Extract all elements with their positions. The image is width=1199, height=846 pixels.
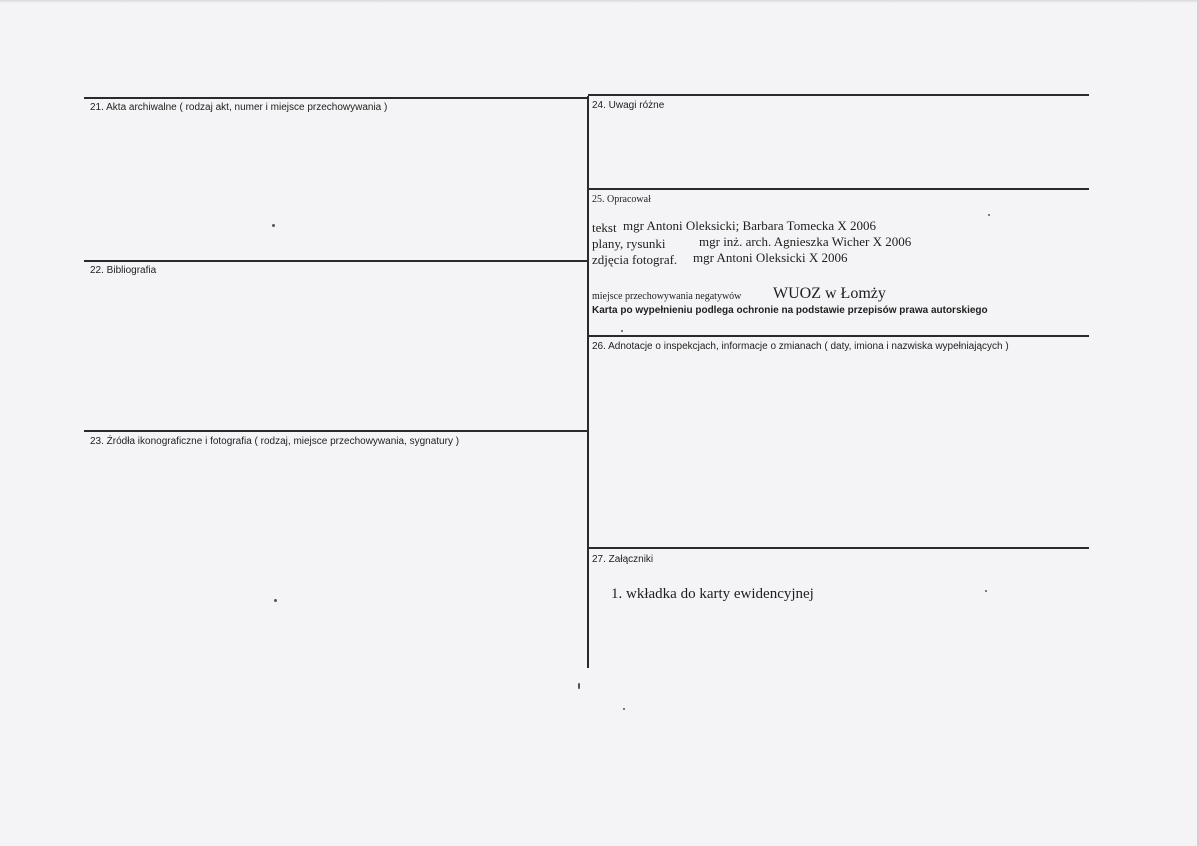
copyright-notice: Karta po wypełnieniu podlega ochronie na podstawie przepisów prawa autorskiego <box>592 305 988 316</box>
tekst-label: tekst <box>592 220 617 235</box>
section-23-label: 23. Źródła ikonograficzne i fotografia ( rodzaj, miejsce przechowywania, sygnatury ) <box>90 436 460 447</box>
rule-26 <box>588 335 1089 337</box>
plany-label: plany, rysunki <box>592 236 666 251</box>
scan-speck <box>623 708 625 710</box>
zdjecia-label: zdjęcia fotograf. <box>592 252 678 267</box>
scan-speck <box>578 683 580 689</box>
section-27-label: 27. Załączniki <box>592 554 654 565</box>
top-rule-right <box>588 94 1089 96</box>
plany-value: mgr inż. arch. Agnieszka Wicher X 2006 <box>699 234 912 249</box>
attachment-item: 1. wkładka do karty ewidencyjnej <box>611 586 814 602</box>
rule-27 <box>588 547 1089 549</box>
scan-speck <box>272 224 275 227</box>
section-26-label: 26. Adnotacje o inspekcjach, informacje o zmianach ( daty, imiona i nazwiska wypełniających ) <box>592 341 1009 352</box>
rule-23 <box>84 430 588 432</box>
section-21-label: 21. Akta archiwalne ( rodzaj akt, numer i miejsce przechowywania ) <box>90 102 388 113</box>
section-25-label: 25. Opracował <box>592 194 651 205</box>
section-24-label: 24. Uwagi różne <box>592 100 665 111</box>
top-rule-left <box>84 97 588 99</box>
section-22-label: 22. Bibliografia <box>90 265 157 276</box>
tekst-value: mgr Antoni Oleksicki; Barbara Tomecka X 2006 <box>623 218 877 233</box>
scan-speck <box>274 599 277 602</box>
scan-speck <box>985 590 987 592</box>
scan-speck <box>988 214 990 216</box>
negatives-value: WUOZ w Łomży <box>773 285 886 302</box>
scan-top-edge <box>0 0 1199 3</box>
rule-22 <box>84 260 588 262</box>
scan-speck <box>621 330 623 332</box>
zdjecia-value: mgr Antoni Oleksicki X 2006 <box>693 250 848 265</box>
negatives-label: miejsce przechowywania negatywów <box>592 291 742 302</box>
center-divider <box>587 96 589 668</box>
rule-25 <box>588 188 1089 190</box>
